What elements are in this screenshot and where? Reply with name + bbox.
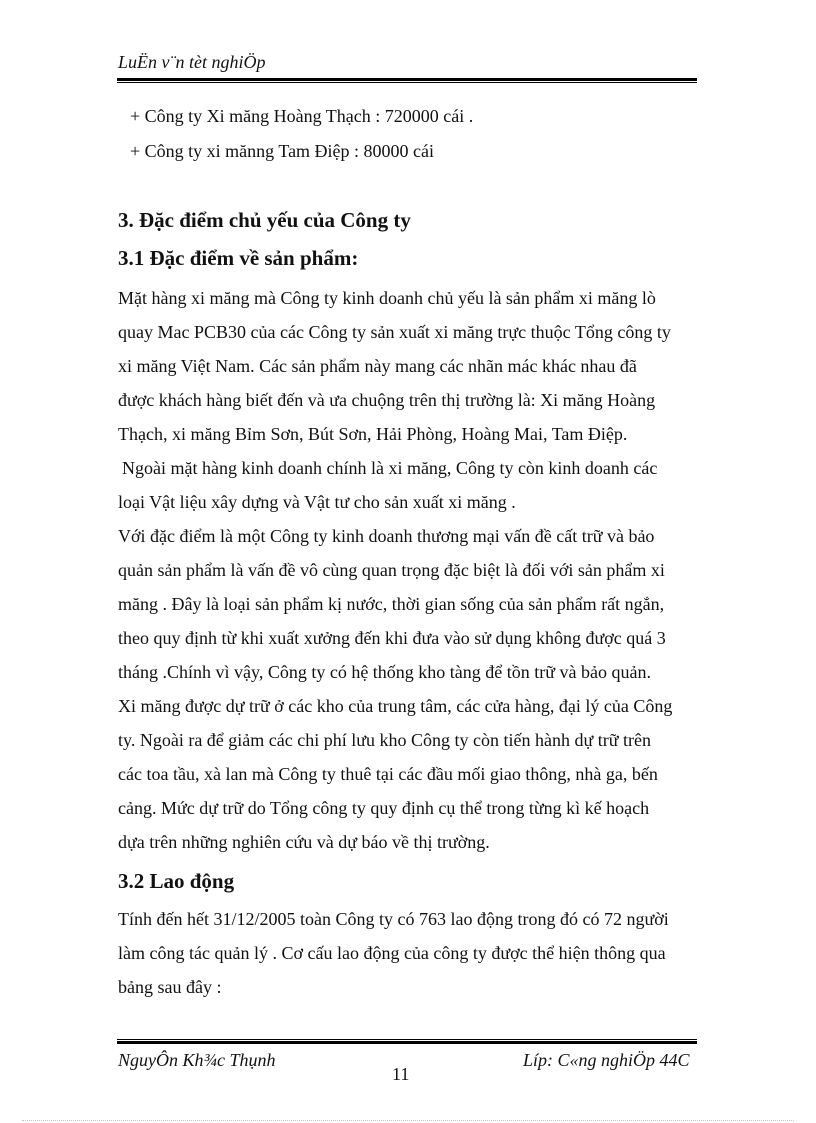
bullet-item: + Công ty xi mănng Tam Điệp : 80000 cái [130, 141, 435, 161]
running-header-title: LuËn v¨n tèt nghiÖp [118, 52, 266, 72]
paragraph-line: quản sản phẩm là vấn đề vô cùng quan trọng đặc biệt là đối với sản phẩm xi [118, 560, 665, 580]
paragraph-line: cảng. Mức dự trữ do Tổng công ty quy định cụ thể trong từng kì kế hoạch [118, 798, 650, 818]
paragraph-line: theo quy định từ khi xuất xưởng đến khi đưa vào sử dụng không được quá 3 [118, 628, 666, 648]
footer-rule-thin [117, 1039, 697, 1040]
paragraph-line: loại Vật liệu xây dựng và Vật tư cho sản xuất xi măng . [118, 492, 516, 512]
header-rule-thick [117, 78, 697, 81]
footer-class: Líp: C«ng nghiÖp 44C [523, 1050, 690, 1070]
paragraph-line: bảng sau đây : [118, 977, 222, 997]
paragraph-line: Thạch, xi măng Bỉm Sơn, Bút Sơn, Hải Phòng, Hoàng Mai, Tam Điệp. [118, 424, 628, 444]
footer-rule-thick [117, 1041, 697, 1044]
paragraph-line: dựa trên những nghiên cứu và dự báo về thị trường. [118, 832, 490, 852]
paragraph-line: các toa tầu, xà lan mà Công ty thuê tại các đầu mối giao thông, nhà ga, bến [118, 764, 658, 784]
paragraph-line: được khách hàng biết đến và ưa chuộng trên thị trường là: Xi măng Hoàng [118, 390, 656, 410]
paragraph-line: làm công tác quản lý . Cơ cấu lao động của công ty được thể hiện thông qua [118, 943, 666, 963]
section-heading: 3. Đặc điểm chủ yếu của Công ty [118, 208, 411, 232]
paragraph-line: Xi măng được dự trữ ở các kho của trung tâm, các cửa hàng, đại lý của Công [118, 696, 673, 716]
header-rule-thin [117, 82, 697, 83]
subsection-heading: 3.2 Lao động [118, 869, 235, 893]
bullet-item: + Công ty Xi măng Hoàng Thạch : 720000 cái . [130, 106, 474, 126]
paragraph-line: măng . Đây là loại sản phẩm kị nước, thời gian sống của sản phẩm rất ngắn, [118, 594, 665, 614]
page-number: 11 [392, 1064, 410, 1084]
page-edge-dotted-line [22, 1120, 794, 1121]
paragraph-line: quay Mac PCB30 của các Công ty sản xuất xi măng trực thuộc Tổng công ty [118, 322, 671, 342]
paragraph-line: xi măng Việt Nam. Các sản phẩm này mang các nhãn mác khác nhau đã [118, 356, 637, 376]
paragraph-line: ty. Ngoài ra để giảm các chi phí lưu kho Công ty còn tiến hành dự trữ trên [118, 730, 651, 750]
paragraph-line: Ngoài mặt hàng kinh doanh chính là xi măng, Công ty còn kinh doanh các [122, 458, 658, 478]
subsection-heading: 3.1 Đặc điểm về sản phẩm: [118, 246, 359, 270]
paragraph-line: Tính đến hết 31/12/2005 toàn Công ty có 763 lao động trong đó có 72 người [118, 909, 669, 929]
paragraph-line: tháng .Chính vì vậy, Công ty có hệ thống kho tàng để tồn trữ và bảo quản. [118, 662, 652, 682]
footer-author: NguyÔn Kh¾c Thụnh [118, 1050, 276, 1070]
paragraph-line: Mặt hàng xi măng mà Công ty kinh doanh chủ yếu là sản phẩm xi măng lò [118, 288, 656, 308]
paragraph-line: Với đặc điểm là một Công ty kinh doanh thương mại vấn đề cất trữ và bảo [118, 526, 655, 546]
